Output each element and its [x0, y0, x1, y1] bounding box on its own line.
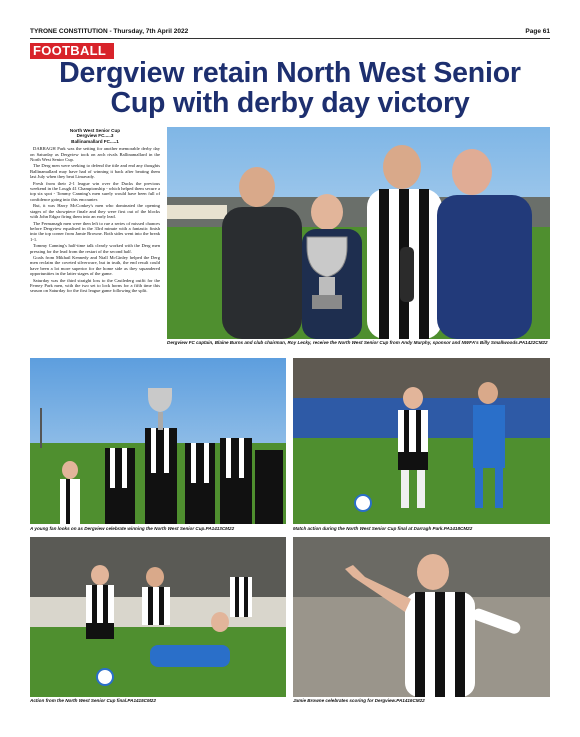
article-paragraph: Saturday was the third straight loss to the Castlederg outfit for the Ferney Park men, with the two set to lock horns for a fifth time this season on Saturday for the first league game following the split. [30, 277, 160, 294]
article-paragraph: DARRAGH Park was the setting for another memorable derby day on Saturday as Dergview took on arch rivals Ballinamallard in the North West Senior Cup. [30, 146, 160, 163]
article-paragraph: Fresh from their 2-1 league win over the Ducks the previous weekend in the Lough 41 Championship - which helped them secure a top six spot - Tommy Canning's men surely would have been full of confidence going into this encounter. [30, 180, 160, 202]
competition-name: North West Senior Cup [69, 128, 121, 133]
section-label: FOOTBALL [30, 43, 114, 59]
caption-action: Action from the North West Senior Cup final.PA1415CM22 [30, 698, 156, 703]
article-paragraph: Goals from Mikhail Kennedy and Niall McGinley helped the Derg men reclaim the coveted silverware, but in truth, the end result could have been a lot more superior for the home side as they squandered opportunities in the latter stages of the game. [30, 254, 160, 277]
trophy-presentation-photo [167, 127, 550, 339]
goal-celebration-photo [293, 537, 550, 697]
celebration-photo [30, 358, 286, 524]
article-paragraph: The Fermanagh men were then left to rue a series of missed chances before Dergview equalised in the 33rd minute with a fantastic finish into the top corner from Jamie Browne. Both sides went into the break 1-1. [30, 220, 160, 242]
page-number: Page 61 [525, 28, 550, 35]
tackle-action-photo [30, 537, 286, 697]
article-paragraph: The Derg men were seeking to defend the title and end any thoughts Ballinamallard may have had of winning it back after beating them last July when they beat Limavady. [30, 163, 160, 180]
header-rule [30, 38, 550, 39]
caption-match: Match action during the North West Senior Cup final at Darragh Park.PA1418CM22 [293, 526, 473, 531]
caption-browne: Jamie Browne celebrates scoring for Dergview.PA1416CM22 [293, 698, 425, 703]
score-home: Dergview FC.....3 [76, 133, 114, 139]
headline: Dergview retain North West Senior Cup with derby day victory [59, 57, 521, 119]
page-header [30, 28, 550, 38]
article-paragraph: But, it was Harry McConkey's men who dominated the opening stages of the showpiece finale and they were first out of the blocks with John Edgar firing them into an early lead. [30, 203, 160, 220]
match-action-photo [293, 358, 550, 524]
article-body [30, 128, 160, 295]
caption-fans: A young fan looks on as Dergview celebrate winning the North West Senior Cup.PA1413CM22 [30, 526, 235, 531]
score-away: Ballinamallard FC.....1 [71, 138, 119, 144]
caption-main: Dergview FC captain, Blaine Burns and club chairman, Roy Lecky, receive the North West Senior Cup from Andy Murphy, sponsor and NWFA's Billy Smallwoods.PA1422CM22 [167, 340, 548, 345]
article-paragraph: Tommy Canning's half-time talk clearly worked with the Derg men pressing for the lead from the restart of the second half. [30, 243, 160, 254]
publication-date: TYRONE CONSTITUTION - Thursday, 7th April 2022 [30, 28, 189, 35]
